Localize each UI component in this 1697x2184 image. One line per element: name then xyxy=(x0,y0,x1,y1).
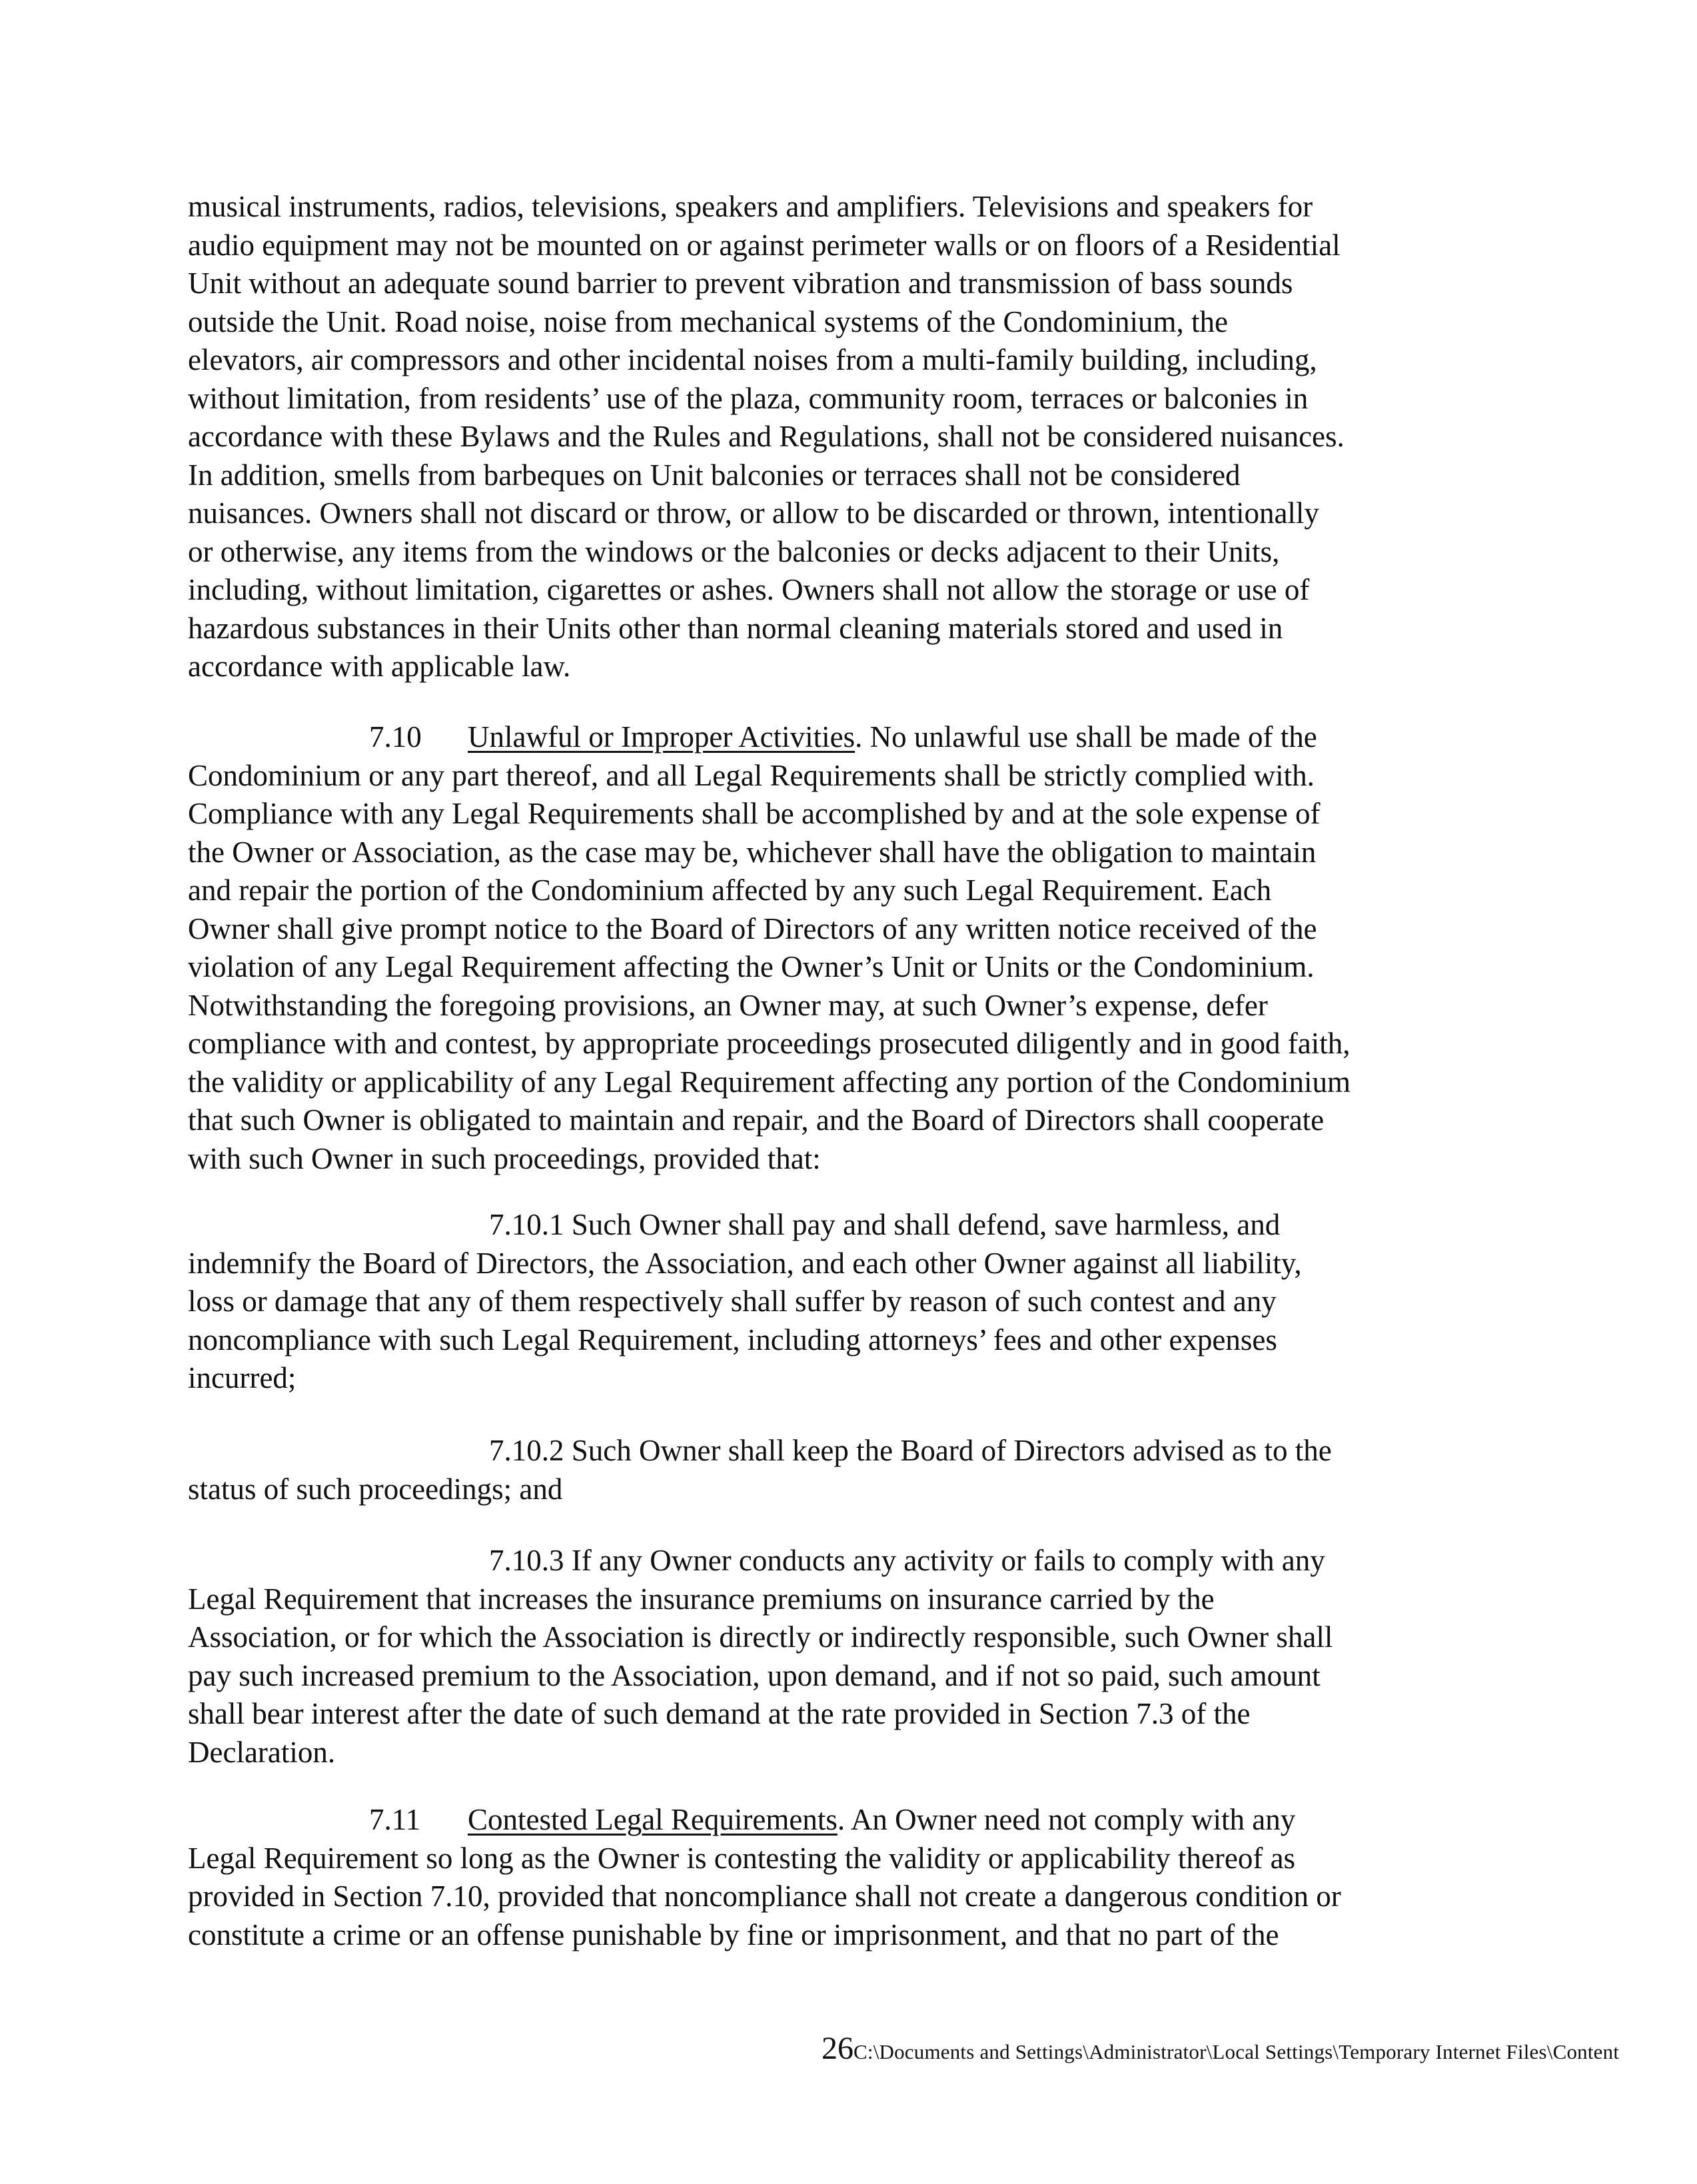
text-line: In addition, smells from barbeques on Unit balconies or terraces shall not be considered xyxy=(188,458,1241,492)
text-line: outside the Unit. Road noise, noise from mechanical systems of the Condominium, the xyxy=(188,304,1229,338)
text-line: with such Owner in such proceedings, provided that: xyxy=(188,1141,821,1175)
text-line: shall bear interest after the date of such demand at the rate provided in Section 7.3 of the xyxy=(188,1697,1251,1730)
subsection-first-line: 7.10.3 If any Owner conducts any activity or fails to comply with any xyxy=(489,1544,1325,1577)
text-line: Notwithstanding the foregoing provisions, an Owner may, at such Owner’s expense, defer xyxy=(188,988,1268,1022)
subsection-first-line: 7.10.2 Such Owner shall keep the Board of Directors advised as to the xyxy=(489,1434,1332,1467)
text-line: Condominium or any part thereof, and all Legal Requirements shall be strictly complied with. xyxy=(188,758,1315,792)
section-7-10-2 xyxy=(188,1432,1520,1508)
section-heading: Contested Legal Requirements xyxy=(468,1803,838,1836)
text-line: noncompliance with such Legal Requirement, including attorneys’ fees and other expenses xyxy=(188,1323,1277,1357)
text-line: Compliance with any Legal Requirements shall be accomplished by and at the sole expense of xyxy=(188,797,1321,830)
text-line: indemnify the Board of Directors, the Association, and each other Owner against all liability, xyxy=(188,1246,1302,1280)
text-line: accordance with applicable law. xyxy=(188,650,571,683)
section-number: 7.11 xyxy=(369,1803,421,1836)
section-7-11 xyxy=(188,1801,1520,1954)
text-line: elevators, air compressors and other incidental noises from a multi-family building, including, xyxy=(188,343,1317,376)
text-line: Legal Requirement so long as the Owner is contesting the validity or applicability thereof as xyxy=(188,1841,1296,1875)
section-heading-line xyxy=(188,718,1520,757)
text-line: provided in Section 7.10, provided that noncompliance shall not create a dangerous condition or xyxy=(188,1880,1341,1913)
text-line: accordance with these Bylaws and the Rules and Regulations, shall not be considered nuisances. xyxy=(188,420,1345,453)
text-line: hazardous substances in their Units other than normal cleaning materials stored and used in xyxy=(188,611,1283,645)
text-line: Owner shall give prompt notice to the Board of Directors of any written notice received of the xyxy=(188,911,1317,945)
text-line: Declaration. xyxy=(188,1735,336,1769)
subsection-first-line: 7.10.1 Such Owner shall pay and shall defend, save harmless, and xyxy=(489,1208,1281,1241)
text-line: and repair the portion of the Condominium affected by any such Legal Requirement. Each xyxy=(188,873,1272,907)
text-line: constitute a crime or an offense punishable by fine or imprisonment, and that no part of the xyxy=(188,1917,1279,1951)
text-line: nuisances. Owners shall not discard or throw, or allow to be discarded or thrown, intentionally xyxy=(188,496,1319,530)
text-line: the validity or applicability of any Legal Requirement affecting any portion of the Condominium xyxy=(188,1065,1351,1099)
text-line: compliance with and contest, by appropriate proceedings prosecuted diligently and in good faith, xyxy=(188,1027,1351,1060)
heading-line-text: . No unlawful use shall be made of the xyxy=(855,720,1317,754)
text-line: Unit without an adequate sound barrier to prevent vibration and transmission of bass sounds xyxy=(188,267,1293,300)
text-line: Legal Requirement that increases the insurance premiums on insurance carried by the xyxy=(188,1582,1215,1616)
page-number: 26 xyxy=(822,2031,853,2066)
text-line: violation of any Legal Requirement affecting the Owner’s Unit or Units or the Condominium. xyxy=(188,950,1315,983)
text-line: that such Owner is obligated to maintain and repair, and the Board of Directors shall cooperate xyxy=(188,1103,1325,1137)
text-line: loss or damage that any of them respectively shall suffer by reason of such contest and any xyxy=(188,1285,1277,1318)
text-line: status of such proceedings; and xyxy=(188,1472,563,1506)
text-line: Association, or for which the Association is directly or indirectly responsible, such Owner shall xyxy=(188,1620,1333,1654)
text-line: incurred; xyxy=(188,1361,296,1394)
text-line: pay such increased premium to the Association, upon demand, and if not so paid, such amount xyxy=(188,1658,1321,1692)
text-line: including, without limitation, cigarettes or ashes. Owners shall not allow the storage or use of xyxy=(188,573,1310,606)
section-7-10-1 xyxy=(188,1206,1520,1398)
text-line: or otherwise, any items from the windows or the balconies or decks adjacent to their Units, xyxy=(188,534,1280,568)
section-heading: Unlawful or Improper Activities xyxy=(468,720,855,754)
footer-file-path: C:\Documents and Settings\Administrator\Local Settings\Temporary Internet Files\Content xyxy=(853,2040,1620,2063)
section-heading-line xyxy=(188,1801,1520,1840)
section-number: 7.10 xyxy=(369,720,422,754)
text-line: musical instruments, radios, televisions, speakers and amplifiers. Televisions and speakers for xyxy=(188,190,1313,223)
section-7-10-3 xyxy=(188,1542,1520,1772)
page-footer xyxy=(822,2030,1619,2067)
text-line: without limitation, from residents’ use of the plaza, community room, terraces or balconies in xyxy=(188,381,1309,415)
heading-line-text: . An Owner need not comply with any xyxy=(837,1803,1296,1836)
paragraph-continuation xyxy=(188,188,1520,686)
section-7-10 xyxy=(188,718,1520,1178)
text-line: the Owner or Association, as the case may be, whichever shall have the obligation to maintain xyxy=(188,835,1317,869)
text-line: audio equipment may not be mounted on or against perimeter walls or on floors of a Residential xyxy=(188,228,1341,262)
